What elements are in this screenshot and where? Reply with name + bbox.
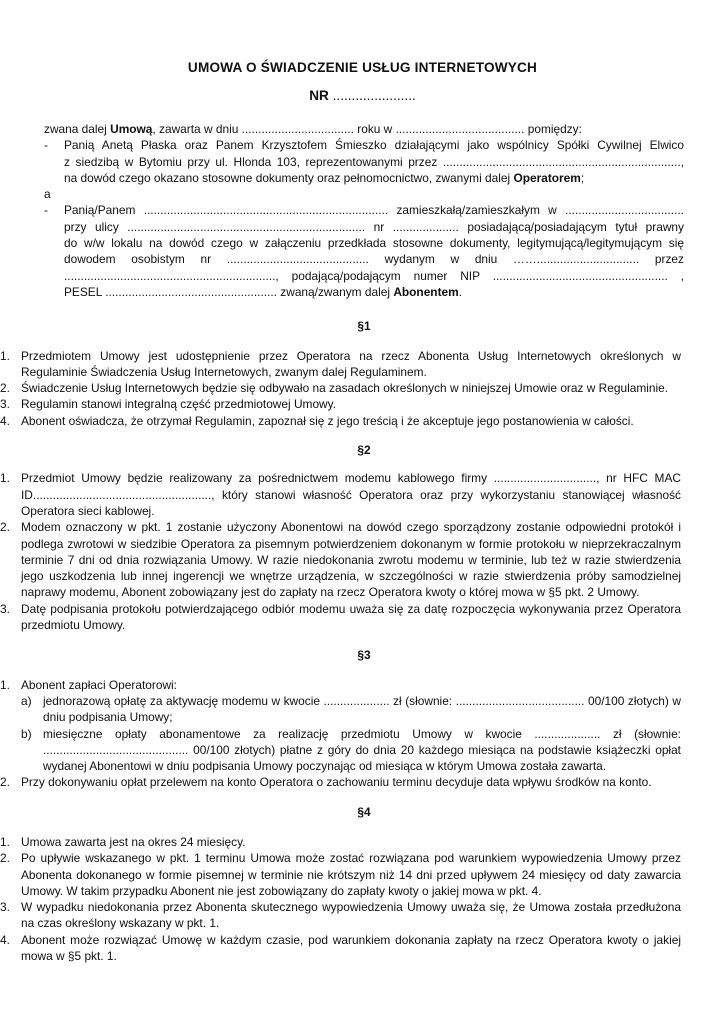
list-item-body (21, 470, 684, 519)
list-item-number: 2. (0, 381, 10, 396)
list-item-body (21, 850, 684, 899)
list-item-number: 4. (0, 413, 10, 428)
list-item (0, 413, 684, 429)
intro-text-rest: , zawarta w dniu .................................. roku w ....................................... pomiędzy: (152, 122, 582, 136)
list-item-number: 2. (0, 851, 10, 866)
party-operator-line: Panią Anetą Płaska oraz Panem Krzysztofem Śmieszko działającymi jako wspólnicy Spółki Cywilnej Elwico (64, 138, 684, 153)
party-subscriber-line-text: PESEL .................................................... zwaną/zwanym dalej (64, 284, 394, 299)
list-item-number: 2. (0, 520, 10, 535)
section-list (0, 470, 684, 633)
sub-item-letter: b) (21, 726, 32, 741)
dash-marker: - (44, 138, 48, 153)
party-subscriber-line-end: . (458, 284, 463, 299)
list-item-number: 2. (0, 775, 10, 790)
list-item-body (21, 348, 684, 381)
party-operator (44, 137, 684, 186)
party-subscriber (44, 202, 684, 300)
list-item-body (21, 677, 684, 775)
list-item-text: Modem oznaczony w pkt. 1 zostanie użyczony Abonentowi na dowód czego sporządzony zostanie odpowiedni protokół i podlega zwrotowi w siedzibie Operatora za pisemnym potwierdzeniem dokonanym w formie protokołu w nieprzekraczalnym terminie 7 dni od dnia rozwiązania Umowy. W razie niedokonania zwrotu modemu w terminie, lub też w razie stwierdzenia jego uszkodzenia lub innej ingerencji we wnętrze urządzenia, w szczególności w razie stwierdzenia próby samodzielnej naprawy modemu, Abonent zobowiązany jest do zapłaty na rzecz Operatora kwoty o której mowa w §5 pkt. 2 Umowy. (21, 520, 681, 600)
contract-number-label: NR (309, 88, 329, 103)
party-operator-line-end: ; (580, 170, 585, 185)
section-list (0, 348, 684, 429)
list-item (0, 932, 684, 965)
list-item-number: 1. (0, 677, 10, 692)
section-heading: §1 (357, 319, 371, 334)
document-title: UMOWA O ŚWIADCZENIE USŁUG INTERNETOWYCH (187, 60, 538, 75)
list-item-number: 1. (0, 834, 10, 849)
list-item-body (21, 899, 684, 932)
list-item-text: Przedmiot Umowy będzie realizowany za pośrednictwem modemu kablowego firmy ..............................., nr HFC MAC ID......................................................, który stanowi własność Operatora oraz przy wykorzystaniu stanowiącej własność Operatora sieci kablowej. (21, 471, 681, 518)
list-item (0, 601, 684, 634)
document-body (0, 121, 684, 964)
list-item-text: Abonent może rozwiązać Umowę w każdym czasie, pod warunkiem dokonania zapłaty na rzecz Operatora kwoty o jakiej mowa w §5 pkt. 1. (21, 932, 681, 964)
list-item-body (21, 380, 684, 396)
contract-number-blank: ...................... (332, 88, 416, 103)
list-item-number: 3. (0, 397, 10, 412)
intro-line (44, 121, 684, 137)
list-item-body (21, 932, 684, 965)
party-operator-line: z siedzibą w Bytomiu przy ul. Hlonda 103, reprezentowanymi przez ........................................................................, (64, 154, 684, 169)
list-item (0, 774, 684, 790)
list-item-body (21, 774, 684, 790)
list-item-number: 3. (0, 900, 10, 915)
list-item (0, 899, 684, 932)
contract-number (0, 88, 725, 103)
term-operator: Operatorem (513, 170, 581, 185)
party-subscriber-line: ................................................................, podającą/podającym numer NIP ..................................................... , (64, 268, 684, 283)
list-item-text: Po upływie wskazanego w pkt. 1 terminu Umowa może zostać rozwiązana pod warunkiem wypowiedzenia Umowy przez Abonenta dokonanego w formie pisemnej w terminie nie krótszym niż 14 dni przed upływem 24 miesięcy od daty zawarcia Umowy. W takim przypadku Abonent nie jest zobowiązany do zapłaty kwoty o jakiej mowa w pkt. 4. (21, 851, 681, 898)
list-item-text: Świadczenie Usług Internetowych będzie się odbywało na zasadach określonych w niniejszej Umowie oraz w Regulaminie. (21, 381, 669, 396)
list-item (0, 834, 684, 850)
list-item-number: 1. (0, 471, 10, 486)
dash-marker: - (44, 203, 48, 218)
section-heading: §4 (357, 804, 371, 819)
list-item-text: Umowa zawarta jest na okres 24 miesięcy. (21, 834, 246, 849)
party-subscriber-line: dowodem osobistym nr ........................................... wydanym w dniu ……............................... przez (64, 252, 684, 267)
party-operator-text (64, 137, 684, 186)
sub-item (21, 726, 681, 775)
list-item-text: Regulamin stanowi integralną część przedmiotowej Umowy. (21, 397, 337, 412)
list-item-number: 1. (0, 348, 10, 363)
party-operator-line (64, 170, 684, 186)
list-item-body (21, 601, 684, 634)
intro-text: zwana dalej (44, 122, 111, 136)
sub-item-text: miesięczne opłaty abonamentowe za realizację przedmiotu Umowy w kwocie .................... zł (słownie: ............................................ 00/100 złotych) płatne z góry do dnia 20 każdego miesiąca na podstawie książeczki opłat wydanej Abonentowi w dniu podpisania Umowy poczynając od miesiąca w którym Umowa została zawarta. (43, 726, 681, 774)
party-subscriber-line (64, 284, 684, 300)
section-heading: §3 (357, 648, 371, 663)
list-item-body (21, 834, 684, 850)
list-item-text: W wypadku niedokonania przez Abonenta skutecznego wypowiedzenia Umowy uważa się, że Umowa została przedłużona na czas określony wskazany w pkt. 1. (21, 900, 681, 931)
term-abonent: Abonentem (393, 284, 459, 299)
section-list (0, 677, 684, 791)
conjunction-a: a (44, 187, 51, 202)
list-item (0, 396, 684, 412)
list-item-text: Przedmiotem Umowy jest udostępnienie przez Operatora na rzecz Abonenta Usług Internetowych określonych w Regulaminie Świadczenia Usług Internetowych, zwanym dalej Regulaminem. (21, 348, 681, 379)
list-item-text: Przy dokonywaniu opłat przelewem na konto Operatora o zachowaniu terminu decyduje data wpływu środków na konto. (21, 775, 652, 790)
list-item-body (21, 519, 684, 600)
list-item (0, 380, 684, 396)
list-item-number: 3. (0, 601, 10, 616)
list-item (0, 850, 684, 899)
sub-item (21, 693, 681, 726)
party-subscriber-text (64, 202, 684, 300)
list-item-text: Datę podpisania protokołu potwierdzającego odbiór modemu uważa się za datę rozpoczęcia wykonywania przez Operatora przedmiotu Umowy. (21, 601, 681, 633)
list-item (0, 470, 684, 519)
list-item-number: 4. (0, 932, 10, 947)
list-item (0, 348, 684, 381)
sub-item-text: jednorazową opłatę za aktywację modemu w kwocie .................... zł (słownie: ....................................... 00/100 złotych) w dniu podpisania Umowy; (43, 693, 681, 725)
list-item-text: Abonent zapłaci Operatorowi: (21, 677, 177, 692)
list-item-text: Abonent oświadcza, że otrzymał Regulamin, zapoznał się z jego treścią i że akceptuje jego postanowienia w całości. (21, 413, 634, 428)
sub-item-letter: a) (21, 693, 32, 708)
sections (0, 318, 684, 964)
party-subscriber-line: przy ulicy ........................................................................ nr .................... posiadającą/posiadającym tytuł prawny (64, 219, 684, 234)
list-item-body (21, 396, 684, 412)
section-list (0, 834, 684, 964)
list-item (0, 519, 684, 600)
section-heading: §2 (357, 443, 371, 458)
list-item-body (21, 413, 684, 429)
party-operator-line-text: na dowód czego okazano stosowne dokumenty oraz pełnomocnictwo, zwanymi dalej (64, 170, 514, 185)
party-subscriber-line: do w/w lokalu na dowód czego w załączeniu przedkłada stosowne dokumenty, legitymującą/legitymującym się (64, 236, 684, 251)
party-subscriber-line: Panią/Panem .......................................................................... zamieszkałą/zamieszkałym w .................................... (64, 203, 684, 218)
list-item (0, 677, 684, 775)
intro-term-umowa: Umową (110, 122, 153, 136)
